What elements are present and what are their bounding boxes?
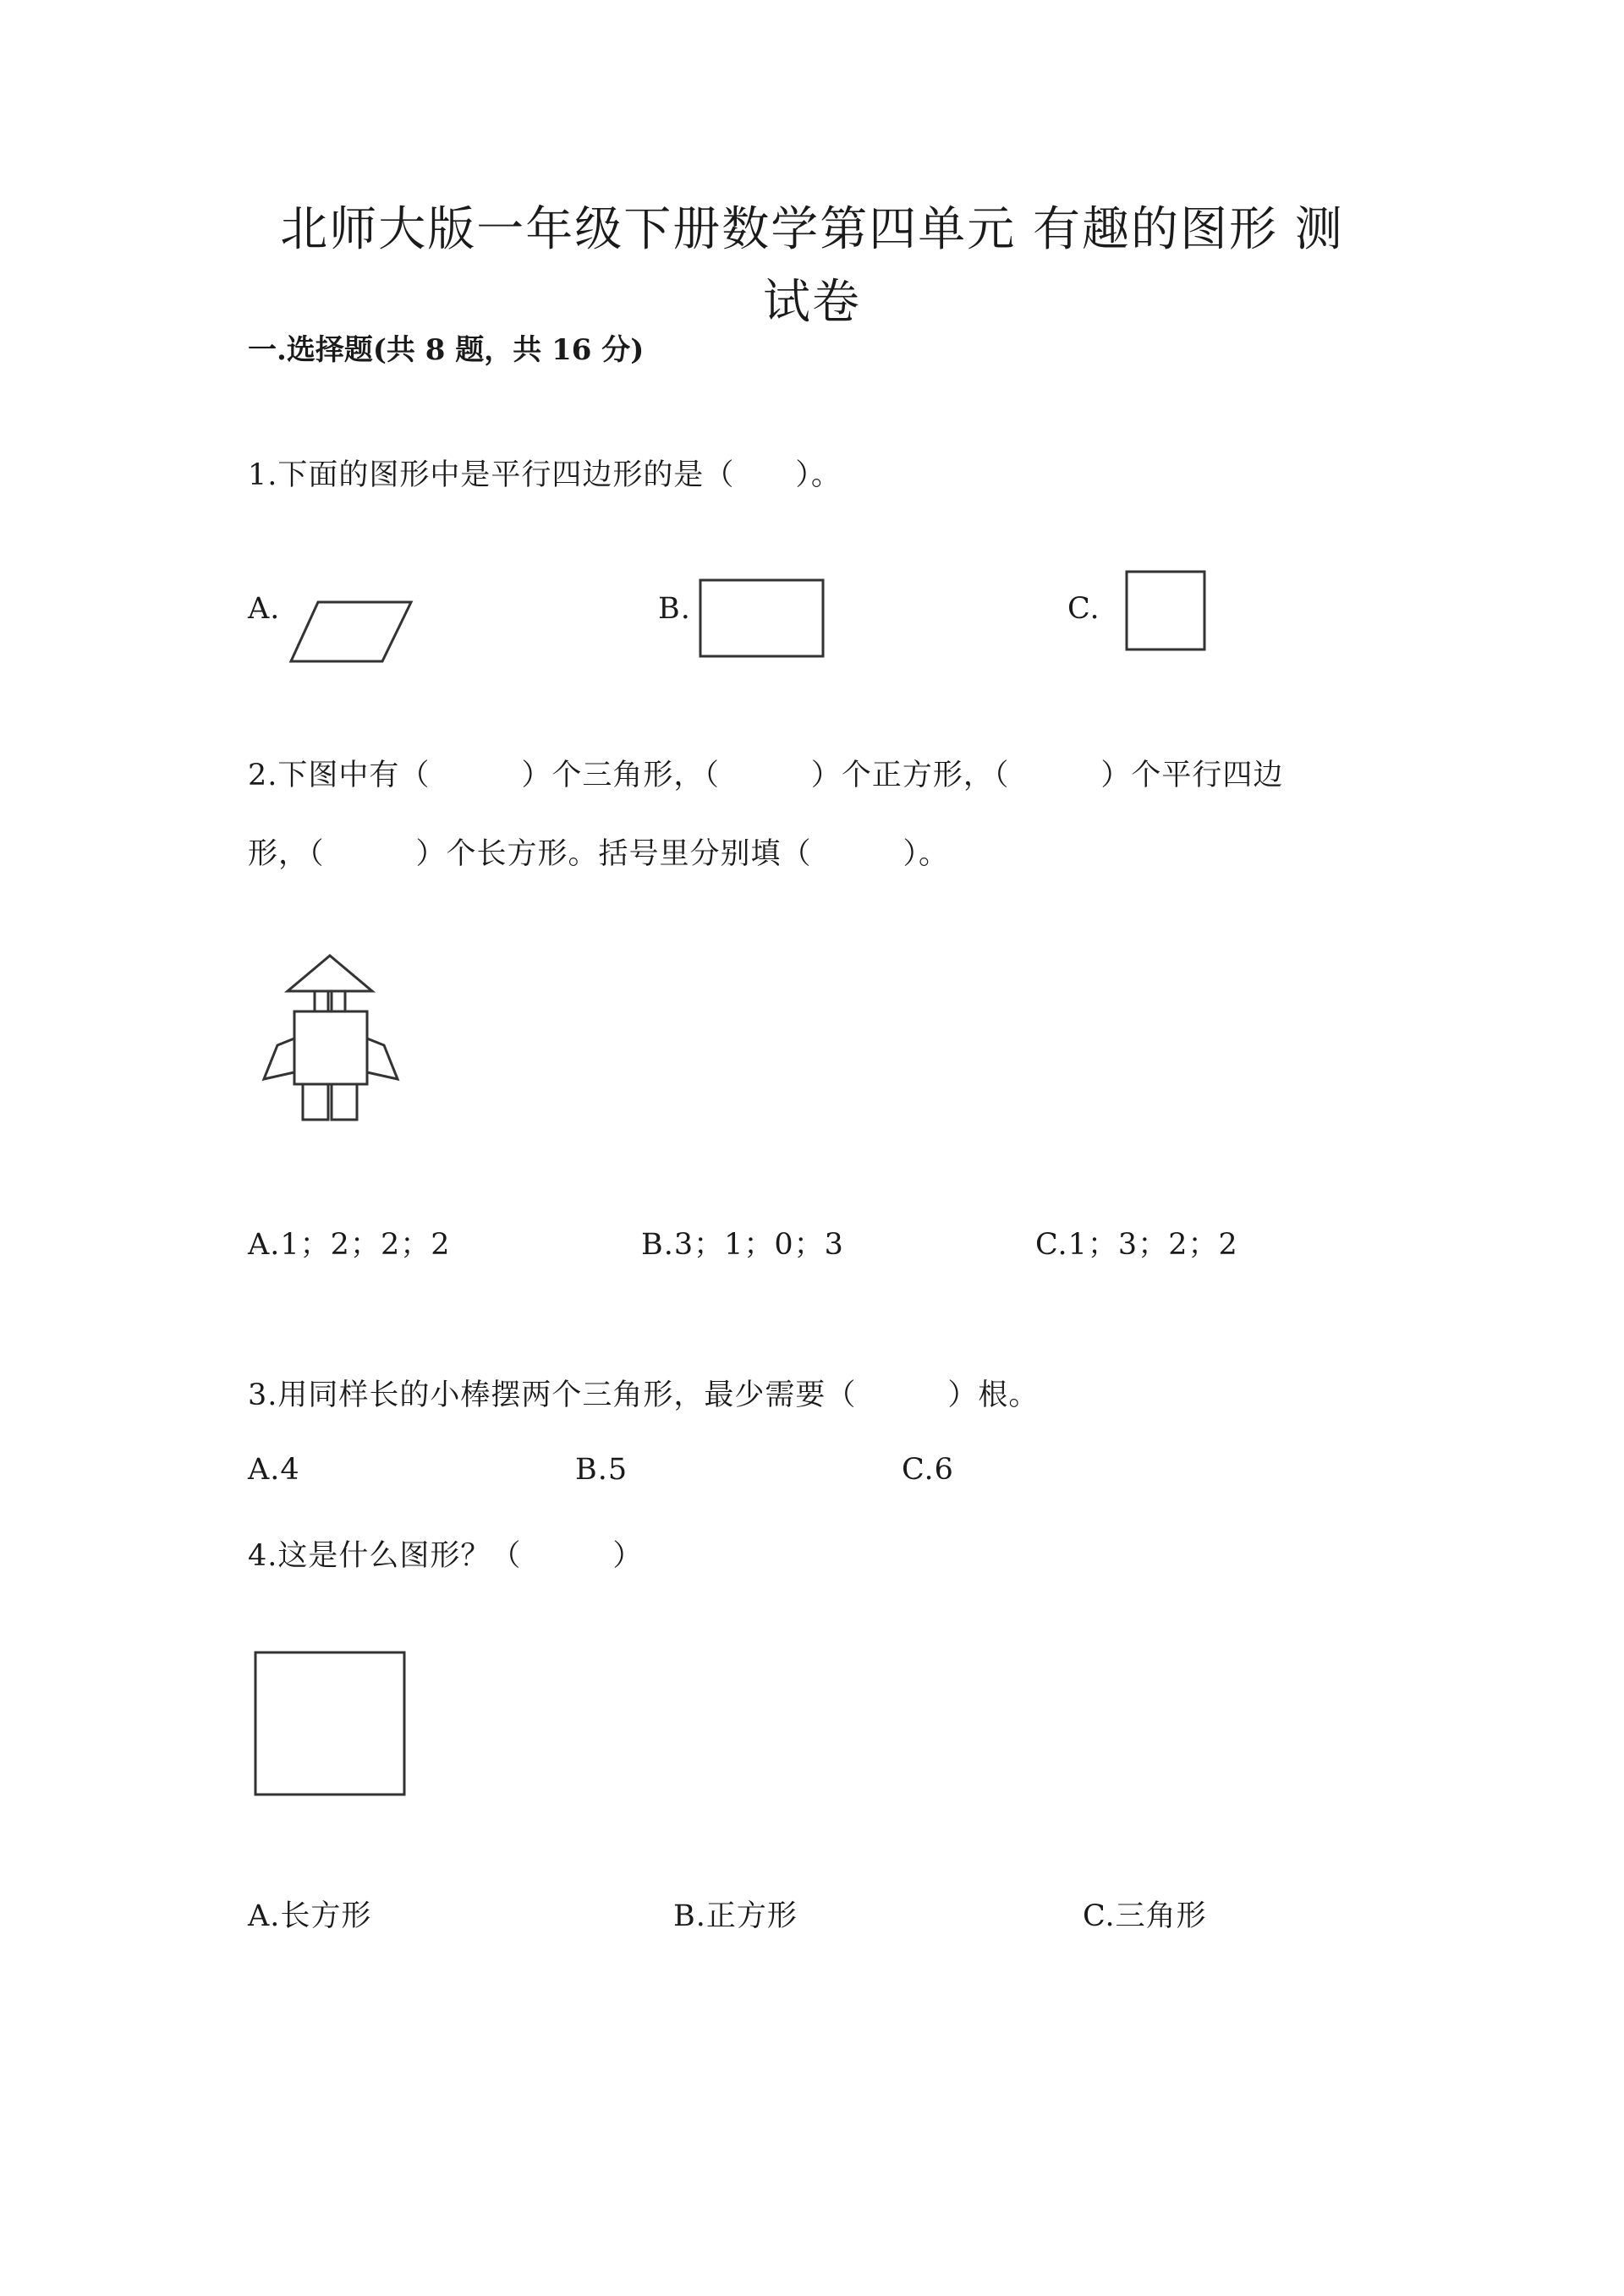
page-title-line1: 北师大版一年级下册数学第四单元 有趣的图形 测 [280,202,1344,257]
q2-option-b[interactable]: B.3；1；0；3 [641,1228,844,1262]
q4-option-c[interactable]: C.三角形 [1083,1899,1207,1933]
page-title-line2: 试卷 [763,275,861,330]
question-2-line2: 形，（ ）个长方形。括号里分别填（ ）。 [248,837,950,871]
q1-option-b-label[interactable]: B. [658,592,691,626]
q3-option-c[interactable]: C.6 [902,1453,954,1487]
q3-option-b[interactable]: B.5 [575,1453,628,1487]
question-3-text: 3.用同样长的小棒摆两个三角形，最少需要（ ）根。 [248,1378,1040,1412]
q2-option-a[interactable]: A.1；2；2；2 [248,1228,451,1262]
parallelogram-icon [288,599,414,666]
square-icon [1125,570,1210,655]
robot-wing-left [264,1038,294,1079]
q1-option-c-label[interactable]: C. [1067,592,1100,626]
q1-option-a-label[interactable]: A. [248,592,281,626]
question-1-text: 1.下面的图形中是平行四边形的是（ ）。 [248,458,842,492]
question-2-line1: 2.下图中有（ ）个三角形，（ ）个正方形，（ ）个平行四边 [248,759,1284,792]
robot-neck-left [315,991,328,1011]
rectangle-icon [699,578,826,663]
q2-option-c[interactable]: C.1；3；2；2 [1035,1228,1238,1262]
q4-option-a[interactable]: A.长方形 [248,1899,372,1933]
robot-body-square [294,1011,367,1084]
question-4-text: 4.这是什么图形？（ ） [248,1539,644,1573]
robot-neck-right [332,991,345,1011]
section-header: 一.选择题(共 8 题，共 16 分) [248,333,645,367]
robot-hat-triangle [288,956,372,991]
square-figure [254,1651,409,1801]
robot-leg-right [332,1084,357,1120]
robot-figure [259,954,411,1123]
q3-option-a[interactable]: A.4 [248,1453,300,1487]
q4-option-b[interactable]: B.正方形 [673,1899,798,1933]
robot-leg-left [303,1084,328,1120]
robot-wing-right [367,1038,398,1079]
